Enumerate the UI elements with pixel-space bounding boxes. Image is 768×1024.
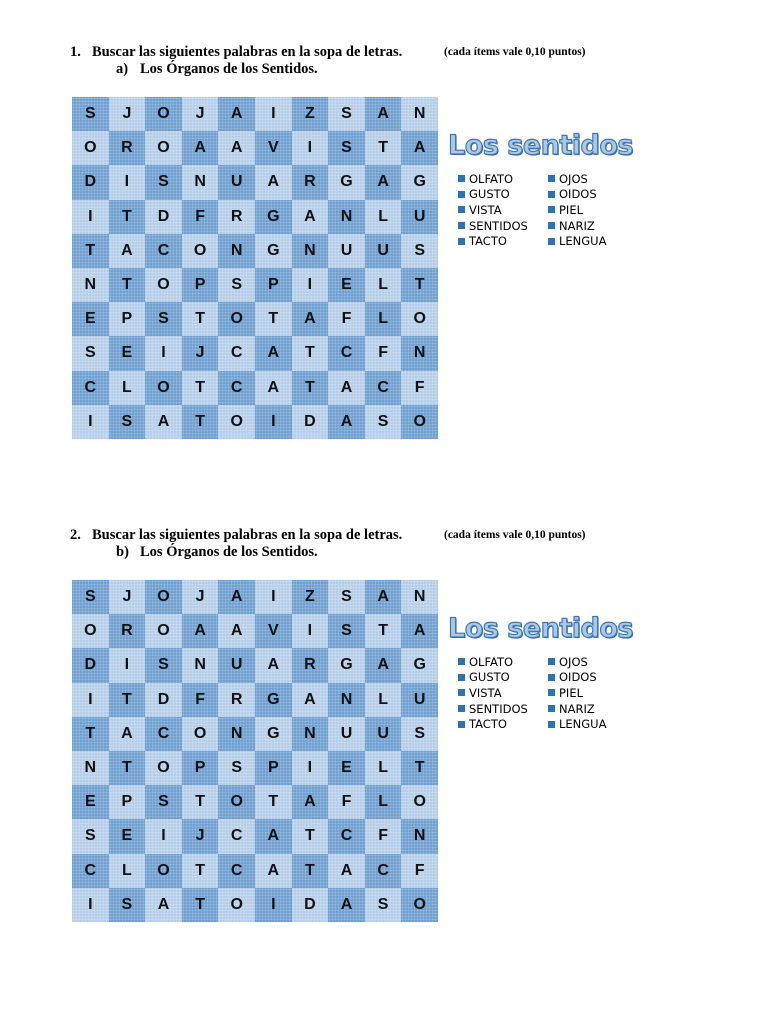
word-label: SENTIDOS xyxy=(469,218,528,233)
grid-cell: U xyxy=(401,683,438,717)
grid-cell: I xyxy=(145,336,182,370)
square-bullet-icon xyxy=(458,705,465,712)
grid-cell: O xyxy=(182,234,219,268)
grid-cell: A xyxy=(182,614,219,648)
grid-cell: S xyxy=(365,405,402,439)
word-list-item xyxy=(458,716,548,732)
grid-cell: N xyxy=(401,580,438,614)
grid-cell: C xyxy=(365,371,402,405)
square-bullet-icon xyxy=(458,721,465,728)
grid-cell: O xyxy=(218,888,255,922)
grid-cell: F xyxy=(328,785,365,819)
grid-cell: S xyxy=(109,405,146,439)
grid-cell: D xyxy=(72,165,109,199)
exercise-heading: 1. Buscar las siguientes palabras en la sopa de letras. xyxy=(70,44,403,60)
grid-cell: A xyxy=(401,131,438,165)
grid-cell: O xyxy=(145,371,182,405)
word-label: NARIZ xyxy=(559,218,595,233)
grid-cell: T xyxy=(365,614,402,648)
square-bullet-icon xyxy=(458,175,465,182)
grid-cell: A xyxy=(292,683,329,717)
word-label: LENGUA xyxy=(559,234,607,249)
word-label: OIDOS xyxy=(559,670,597,685)
grid-cell: A xyxy=(145,405,182,439)
grid-cell: A xyxy=(255,819,292,853)
grid-cell: O xyxy=(218,302,255,336)
grid-cell: I xyxy=(292,614,329,648)
grid-cell: G xyxy=(255,717,292,751)
word-list-item xyxy=(548,716,638,732)
word-list-item xyxy=(458,171,548,187)
word-label: PIEL xyxy=(559,685,583,700)
grid-cell: N xyxy=(182,648,219,682)
grid-cell: T xyxy=(365,131,402,165)
square-bullet-icon xyxy=(548,721,555,728)
grid-cell: S xyxy=(328,131,365,165)
grid-cell: J xyxy=(182,580,219,614)
grid-cell: S xyxy=(145,165,182,199)
grid-cell: A xyxy=(255,854,292,888)
grid-cell: R xyxy=(292,648,329,682)
word-list-item xyxy=(458,218,548,234)
grid-cell: G xyxy=(328,648,365,682)
grid-cell: A xyxy=(292,200,329,234)
grid-cell: E xyxy=(109,819,146,853)
grid-cell: P xyxy=(109,302,146,336)
grid-cell: T xyxy=(109,751,146,785)
word-list-item xyxy=(548,187,638,203)
grid-cell: C xyxy=(218,371,255,405)
grid-cell: T xyxy=(182,785,219,819)
grid-cell: O xyxy=(218,785,255,819)
grid-cell: O xyxy=(145,268,182,302)
grid-cell: L xyxy=(109,854,146,888)
square-bullet-icon xyxy=(548,222,555,229)
grid-cell: S xyxy=(328,97,365,131)
grid-cell: R xyxy=(109,614,146,648)
grid-cell: I xyxy=(255,888,292,922)
grid-cell: N xyxy=(401,336,438,370)
grid-cell: E xyxy=(72,302,109,336)
grid-cell: A xyxy=(365,165,402,199)
grid-cell: I xyxy=(109,648,146,682)
grid-cell: I xyxy=(72,683,109,717)
square-bullet-icon xyxy=(458,222,465,229)
grid-cell: F xyxy=(365,336,402,370)
grid-cell: I xyxy=(72,200,109,234)
grid-cell: N xyxy=(218,717,255,751)
word-label: TACTO xyxy=(469,234,507,249)
grid-cell: O xyxy=(401,405,438,439)
grid-cell: C xyxy=(328,819,365,853)
grid-cell: E xyxy=(328,268,365,302)
grid-cell: T xyxy=(401,751,438,785)
grid-cell: E xyxy=(72,785,109,819)
grid-cell: A xyxy=(328,854,365,888)
grid-cell: S xyxy=(145,302,182,336)
grid-cell: S xyxy=(72,819,109,853)
grid-cell: S xyxy=(72,336,109,370)
grid-cell: C xyxy=(145,717,182,751)
grid-cell: T xyxy=(292,336,329,370)
word-list-item xyxy=(548,202,638,218)
grid-cell: R xyxy=(218,200,255,234)
grid-cell: G xyxy=(401,165,438,199)
grid-cell: N xyxy=(292,234,329,268)
grid-cell: T xyxy=(182,888,219,922)
square-bullet-icon xyxy=(458,658,465,665)
grid-cell: T xyxy=(109,200,146,234)
word-label: OJOS xyxy=(559,171,588,186)
grid-cell: L xyxy=(365,751,402,785)
grid-cell: A xyxy=(255,336,292,370)
grid-cell: U xyxy=(218,648,255,682)
exercise-heading: 2. Buscar las siguientes palabras en la sopa de letras. xyxy=(70,527,403,543)
grid-cell: N xyxy=(292,717,329,751)
grid-cell: S xyxy=(218,268,255,302)
word-list-item xyxy=(458,701,548,717)
grid-cell: I xyxy=(255,405,292,439)
grid-cell: A xyxy=(328,371,365,405)
grid-cell: F xyxy=(182,683,219,717)
grid-cell: J xyxy=(109,580,146,614)
points-note: (cada ítems vale 0,10 puntos) xyxy=(444,529,586,541)
word-label: VISTA xyxy=(469,685,502,700)
grid-cell: I xyxy=(292,268,329,302)
grid-cell: O xyxy=(218,405,255,439)
grid-cell: P xyxy=(109,785,146,819)
word-list-item xyxy=(548,701,638,717)
grid-cell: S xyxy=(218,751,255,785)
grid-cell: A xyxy=(255,165,292,199)
grid-cell: O xyxy=(72,614,109,648)
grid-cell: N xyxy=(401,97,438,131)
grid-cell: A xyxy=(109,234,146,268)
grid-cell: D xyxy=(145,683,182,717)
grid-cell: A xyxy=(292,302,329,336)
grid-cell: S xyxy=(72,580,109,614)
grid-cell: T xyxy=(292,371,329,405)
word-list-item xyxy=(548,171,638,187)
grid-cell: S xyxy=(145,648,182,682)
square-bullet-icon xyxy=(548,238,555,245)
grid-cell: G xyxy=(255,683,292,717)
grid-cell: D xyxy=(292,405,329,439)
grid-cell: O xyxy=(145,614,182,648)
word-label: NARIZ xyxy=(559,701,595,716)
grid-cell: U xyxy=(328,717,365,751)
grid-cell: U xyxy=(365,234,402,268)
grid-cell: T xyxy=(182,854,219,888)
grid-cell: P xyxy=(182,268,219,302)
grid-cell: U xyxy=(401,200,438,234)
grid-cell: L xyxy=(365,683,402,717)
grid-cell: O xyxy=(145,751,182,785)
grid-cell: D xyxy=(72,648,109,682)
grid-cell: T xyxy=(109,683,146,717)
word-label: SENTIDOS xyxy=(469,701,528,716)
grid-cell: T xyxy=(401,268,438,302)
grid-cell: O xyxy=(182,717,219,751)
grid-cell: N xyxy=(218,234,255,268)
grid-cell: F xyxy=(328,302,365,336)
word-list-item xyxy=(458,202,548,218)
word-list-item xyxy=(458,187,548,203)
square-bullet-icon xyxy=(458,674,465,681)
grid-cell: L xyxy=(365,268,402,302)
word-label: OLFATO xyxy=(469,171,514,186)
grid-cell: G xyxy=(328,165,365,199)
grid-cell: C xyxy=(72,371,109,405)
grid-cell: S xyxy=(401,717,438,751)
grid-cell: A xyxy=(218,580,255,614)
grid-cell: F xyxy=(365,819,402,853)
square-bullet-icon xyxy=(458,191,465,198)
word-label: LENGUA xyxy=(559,717,607,732)
square-bullet-icon xyxy=(548,175,555,182)
word-search-grid xyxy=(72,97,438,439)
square-bullet-icon xyxy=(548,705,555,712)
grid-cell: C xyxy=(145,234,182,268)
grid-cell: R xyxy=(292,165,329,199)
grid-cell: A xyxy=(292,785,329,819)
grid-cell: F xyxy=(401,854,438,888)
word-list-item xyxy=(458,654,548,670)
grid-cell: R xyxy=(109,131,146,165)
grid-cell: Z xyxy=(292,97,329,131)
grid-cell: V xyxy=(255,131,292,165)
grid-cell: E xyxy=(328,751,365,785)
grid-cell: J xyxy=(109,97,146,131)
grid-cell: S xyxy=(328,614,365,648)
grid-cell: A xyxy=(255,648,292,682)
grid-cell: U xyxy=(328,234,365,268)
grid-cell: T xyxy=(255,302,292,336)
word-search-grid xyxy=(72,580,438,922)
grid-cell: T xyxy=(292,854,329,888)
grid-cell: O xyxy=(401,785,438,819)
word-label: TACTO xyxy=(469,717,507,732)
grid-cell: G xyxy=(255,200,292,234)
grid-cell: A xyxy=(328,888,365,922)
grid-cell: T xyxy=(255,785,292,819)
grid-cell: O xyxy=(145,580,182,614)
grid-cell: C xyxy=(218,336,255,370)
grid-cell: I xyxy=(255,580,292,614)
grid-cell: U xyxy=(218,165,255,199)
exercise-subheading: a) Los Órganos de los Sentidos. xyxy=(116,61,318,77)
word-label: OIDOS xyxy=(559,187,597,202)
word-list-item xyxy=(548,233,638,249)
grid-cell: P xyxy=(255,751,292,785)
grid-cell: I xyxy=(145,819,182,853)
word-list-item xyxy=(548,685,638,701)
square-bullet-icon xyxy=(458,206,465,213)
grid-cell: U xyxy=(365,717,402,751)
word-label: OJOS xyxy=(559,654,588,669)
grid-cell: T xyxy=(72,717,109,751)
word-label: GUSTO xyxy=(469,187,510,202)
grid-cell: A xyxy=(328,405,365,439)
word-list xyxy=(458,171,638,249)
grid-cell: N xyxy=(328,683,365,717)
grid-cell: A xyxy=(145,888,182,922)
square-bullet-icon xyxy=(548,658,555,665)
grid-cell: S xyxy=(401,234,438,268)
grid-cell: J xyxy=(182,97,219,131)
word-list-title: Los sentidos xyxy=(448,130,633,161)
word-list-item xyxy=(458,685,548,701)
grid-cell: T xyxy=(182,302,219,336)
grid-cell: O xyxy=(145,854,182,888)
grid-cell: N xyxy=(182,165,219,199)
grid-cell: A xyxy=(218,131,255,165)
grid-cell: C xyxy=(218,854,255,888)
grid-cell: N xyxy=(401,819,438,853)
grid-cell: E xyxy=(109,336,146,370)
grid-cell: I xyxy=(72,405,109,439)
grid-cell: S xyxy=(145,785,182,819)
square-bullet-icon xyxy=(548,191,555,198)
square-bullet-icon xyxy=(548,674,555,681)
square-bullet-icon xyxy=(458,689,465,696)
grid-cell: T xyxy=(182,405,219,439)
square-bullet-icon xyxy=(548,689,555,696)
grid-cell: A xyxy=(365,97,402,131)
word-label: PIEL xyxy=(559,202,583,217)
grid-cell: J xyxy=(182,336,219,370)
grid-cell: S xyxy=(328,580,365,614)
grid-cell: I xyxy=(72,888,109,922)
grid-cell: F xyxy=(401,371,438,405)
grid-cell: S xyxy=(72,97,109,131)
grid-cell: F xyxy=(182,200,219,234)
grid-cell: P xyxy=(182,751,219,785)
grid-cell: T xyxy=(182,371,219,405)
grid-cell: T xyxy=(109,268,146,302)
grid-cell: A xyxy=(401,614,438,648)
word-list xyxy=(458,654,638,732)
grid-cell: O xyxy=(145,131,182,165)
grid-cell: P xyxy=(255,268,292,302)
grid-cell: R xyxy=(218,683,255,717)
grid-cell: N xyxy=(328,200,365,234)
grid-cell: G xyxy=(401,648,438,682)
grid-cell: S xyxy=(365,888,402,922)
word-label: OLFATO xyxy=(469,654,514,669)
grid-cell: L xyxy=(109,371,146,405)
grid-cell: A xyxy=(218,97,255,131)
word-label: GUSTO xyxy=(469,670,510,685)
grid-cell: C xyxy=(365,854,402,888)
grid-cell: I xyxy=(292,751,329,785)
word-list-item xyxy=(548,218,638,234)
grid-cell: L xyxy=(365,785,402,819)
grid-cell: L xyxy=(365,200,402,234)
grid-cell: G xyxy=(255,234,292,268)
square-bullet-icon xyxy=(458,238,465,245)
word-list-item xyxy=(458,670,548,686)
grid-cell: A xyxy=(109,717,146,751)
grid-cell: A xyxy=(255,371,292,405)
grid-cell: S xyxy=(109,888,146,922)
exercise-subheading: b) Los Órganos de los Sentidos. xyxy=(116,544,318,560)
grid-cell: N xyxy=(72,268,109,302)
word-list-item xyxy=(548,670,638,686)
grid-cell: A xyxy=(218,614,255,648)
grid-cell: T xyxy=(72,234,109,268)
word-list-item xyxy=(548,654,638,670)
grid-cell: D xyxy=(145,200,182,234)
grid-cell: A xyxy=(365,580,402,614)
grid-cell: C xyxy=(328,336,365,370)
grid-cell: O xyxy=(72,131,109,165)
grid-cell: O xyxy=(401,888,438,922)
grid-cell: O xyxy=(401,302,438,336)
grid-cell: V xyxy=(255,614,292,648)
grid-cell: N xyxy=(72,751,109,785)
grid-cell: I xyxy=(109,165,146,199)
grid-cell: I xyxy=(255,97,292,131)
word-list-item xyxy=(458,233,548,249)
square-bullet-icon xyxy=(548,206,555,213)
grid-cell: L xyxy=(365,302,402,336)
grid-cell: I xyxy=(292,131,329,165)
grid-cell: D xyxy=(292,888,329,922)
points-note: (cada ítems vale 0,10 puntos) xyxy=(444,46,586,58)
grid-cell: T xyxy=(292,819,329,853)
grid-cell: C xyxy=(72,854,109,888)
word-label: VISTA xyxy=(469,202,502,217)
grid-cell: A xyxy=(182,131,219,165)
word-list-title: Los sentidos xyxy=(448,613,633,644)
grid-cell: A xyxy=(365,648,402,682)
grid-cell: Z xyxy=(292,580,329,614)
grid-cell: J xyxy=(182,819,219,853)
grid-cell: C xyxy=(218,819,255,853)
grid-cell: O xyxy=(145,97,182,131)
